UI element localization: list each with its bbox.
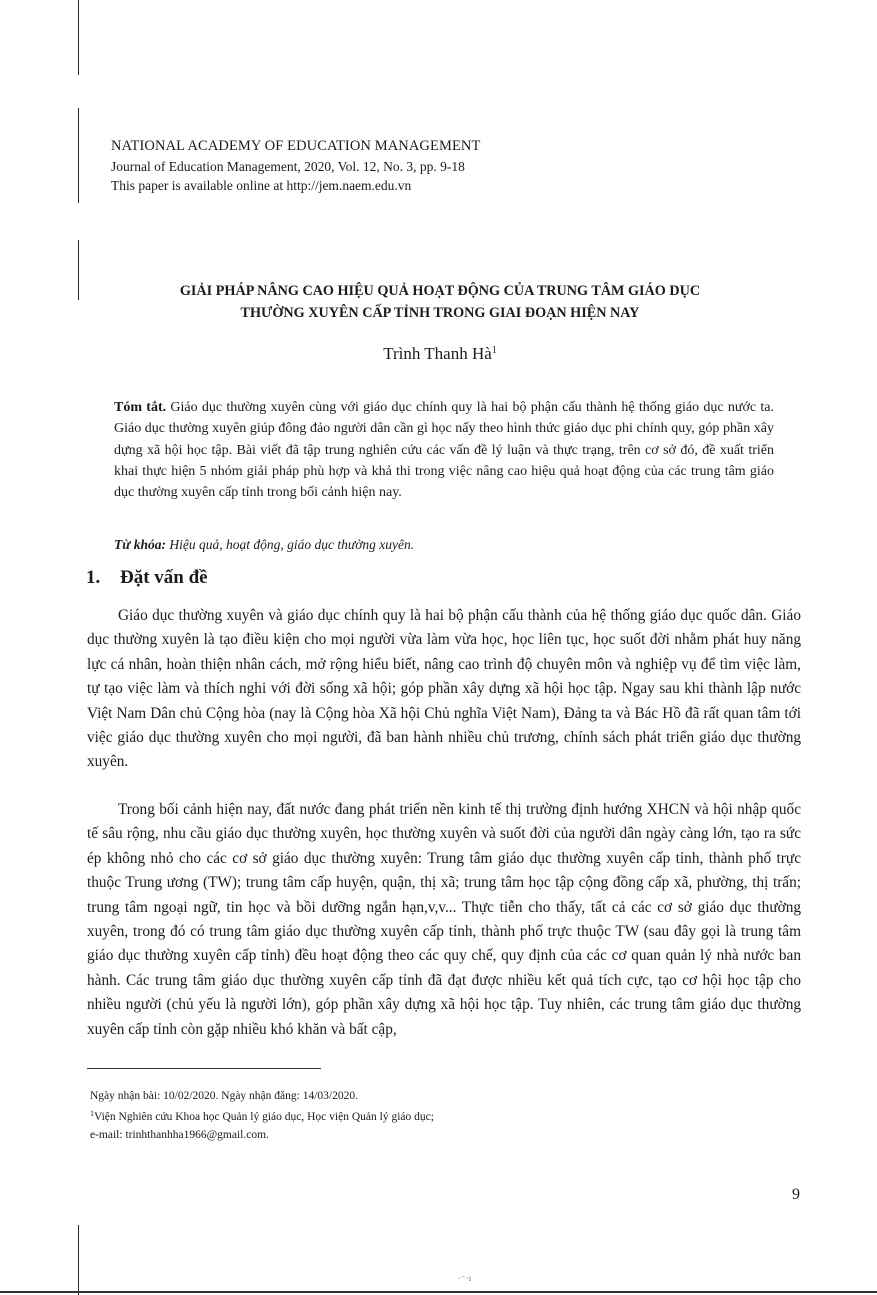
abstract	[114, 397, 774, 503]
paragraph-text: Giáo dục thường xuyên và giáo dục chính quy là hai bộ phận cấu thành của hệ thống giáo dục quốc dân. Giáo dục thường xuyên là tạo điều kiện cho mọi người vừa làm vừa học, học liên tục, học suốt đời nhằm phát huy năng lực cá nhân, hoàn thiện nhân cách, mở rộng hiểu biết, nâng cao trình độ chuyên môn và nghiệp vụ để tìm việc làm, tự tạo việc làm và thích nghi với đời sống xã hội; góp phần xây dựng xã hội học tập. Ngay sau khi thành lập nước Việt Nam Dân chủ Cộng hòa (nay là Cộng hòa Xã hội Chủ nghĩa Việt Nam), Đảng ta và Bác Hồ đã rất quan tâm tới việc giáo dục thường xuyên cho mọi người, đã ban hành nhiều chủ trương, chính sách phát triển giáo dục thường xuyên.	[87, 607, 801, 771]
scan-margin-line	[78, 240, 79, 300]
footnote-divider	[87, 1068, 321, 1069]
scan-margin-line	[78, 0, 79, 75]
availability-note: This paper is available online at http://jem.naem.edu.vn	[111, 178, 412, 193]
footnotes	[90, 1088, 434, 1144]
keywords	[114, 537, 414, 553]
section-number: 1.	[86, 567, 101, 588]
abstract-text: Giáo dục thường xuyên cùng với giáo dục chính quy là hai bộ phận cấu thành hệ thống giáo dục nước ta. Giáo dục thường xuyên giúp đông đảo người dân cần gì học nấy theo hình thức giáo dục phi chính quy, góp phần xây dựng xã hội học tập. Bài viết đã tập trung nghiên cứu các vấn đề lý luận và thực trạng, trên cơ sở đó, đề xuất triển khai thực hiện 5 nhóm giải pháp phù hợp và khả thi trong việc nâng cao hiệu quả hoạt động của các trung tâm giáo dục thường xuyên cấp tỉnh trong bối cảnh hiện nay.	[114, 400, 775, 501]
affiliation-mark: 1	[90, 1109, 94, 1119]
publisher-name: NATIONAL ACADEMY OF EDUCATION MANAGEMENT	[111, 138, 481, 154]
paper-title	[100, 281, 780, 324]
abstract-label: Tóm tắt.	[114, 400, 167, 415]
author-footnote-mark: 1	[491, 345, 497, 356]
title-line: THƯỜNG XUYÊN CẤP TỈNH TRONG GIAI ĐOẠN HIỆN NAY	[240, 304, 640, 321]
scan-margin-line	[78, 108, 79, 203]
page-number: 9	[792, 1186, 800, 1203]
affiliation-note	[90, 1105, 434, 1126]
author-line	[100, 344, 780, 364]
body-paragraph	[87, 798, 801, 1042]
received-dates: Ngày nhận bài: 10/02/2020. Ngày nhận đăng: 14/03/2020.	[90, 1090, 358, 1102]
journal-citation: Journal of Education Management, 2020, Vol. 12, No. 3, pp. 9-18	[111, 158, 465, 174]
section-title: Đặt vấn đề	[120, 567, 208, 588]
author-email: e-mail: trinhthanhha1966@gmail.com.	[90, 1128, 269, 1141]
scan-margin-line	[78, 1225, 79, 1295]
title-line: GIẢI PHÁP NÂNG CAO HIỆU QUẢ HOẠT ĐỘNG CỦA TRUNG TÂM GIÁO DỤC	[179, 283, 701, 299]
section-heading	[86, 567, 208, 589]
affiliation-text: Viện Nghiên cứu Khoa học Quản lý giáo dục, Học viện Quản lý giáo dục;	[94, 1111, 434, 1124]
keywords-text: Hiệu quả, hoạt động, giáo dục thường xuyên.	[169, 537, 415, 552]
paragraph-text: Trong bối cảnh hiện nay, đất nước đang phát triển nền kinh tế thị trường định hướng XHCN và hội nhập quốc tế sâu rộng, nhu cầu giáo dục thường xuyên, học thường xuyên và suốt đời của người dân ngày càng lớn, tạo ra sức ép không nhỏ cho các cơ sở giáo dục thường xuyên: Trung tâm giáo dục thường xuyên cấp tỉnh, thành phố trực thuộc Trung ương (TW); trung tâm cấp huyện, quận, thị xã; trung tâm học tập cộng đồng cấp xã, phường, thị trấn; trung tâm ngoại ngữ, tin học và bồi dưỡng ngắn hạn,v,v... Thực tiễn cho thấy, tất cả các cơ sở giáo dục thường xuyên, trong đó có trung tâm giáo dục thường xuyên cấp tỉnh, thành phố trực thuộc TW (sau đây gọi là trung tâm giáo dục thường xuyên cấp tỉnh) đều hoạt động theo các quy chế, quy định của các cơ quan quản lý nhà nước ban hành. Các trung tâm giáo dục thường xuyên cấp tỉnh đã đạt được nhiều kết quả tích cực, tạo cơ hội học tập cho nhiều người (chủ yếu là người lớn), góp phần xây dựng xã hội học tập. Tuy nhiên, các trung tâm giáo dục thường xuyên cấp tỉnh còn gặp nhiều khó khăn và bất cập,	[87, 801, 801, 1038]
keywords-label: Từ khóa:	[114, 537, 166, 552]
author-name: Trình Thanh Hà	[383, 344, 492, 363]
journal-header	[111, 137, 480, 196]
body-paragraph	[87, 604, 801, 775]
scan-artifact-mark: ·⁻·ı	[458, 1273, 472, 1283]
page-bottom-edge	[0, 1291, 877, 1293]
